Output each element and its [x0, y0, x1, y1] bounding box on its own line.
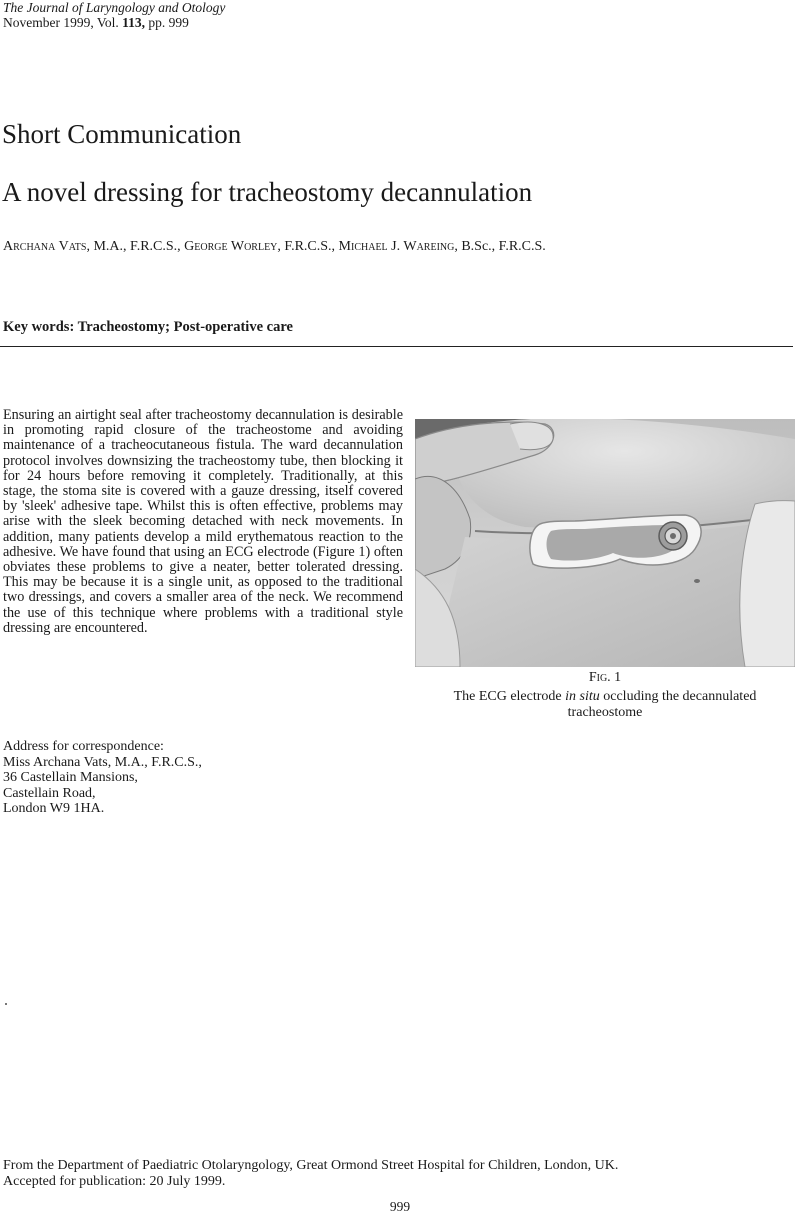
volume-number: 113,: [122, 15, 146, 30]
figure-number: Fig. 1: [588, 670, 622, 685]
issue-info: [3, 15, 189, 30]
author-name: Archana Vats: [3, 239, 87, 254]
figure-label: [415, 670, 795, 686]
journal-name: The Journal of Laryngology and Otology: [3, 0, 226, 15]
author-name: George Worley: [184, 239, 278, 254]
address-heading: Address for correspondence:: [3, 739, 164, 754]
caption-italic: in situ: [565, 689, 600, 704]
figure-caption: [415, 689, 795, 721]
stray-mark: [5, 1003, 7, 1005]
address-line: Castellain Road,: [3, 785, 96, 801]
page-number: 999: [389, 1199, 411, 1214]
author-list: [3, 238, 546, 256]
author-name: Michael J. Wareing: [338, 239, 455, 254]
ecg-electrode-photo: [415, 419, 795, 667]
body-paragraph: Ensuring an airtight seal after tracheostomy decannulation is desirable in promoting rapid closure of the tracheostome and avoiding maintenance of a tracheocutaneous fistula. The ward decannulation protocol involves downsizing the tracheostomy tube, then blocking it for 24 hours before removing it completely. Traditionally, at this stage, the stoma site is covered with a gauze dressing, itself covered by 'sleek' adhesive tape. Whilst this is often effective, problems may arise with the sleek becoming detached with neck movements. In addition, many patients develop a mild erythematous reaction to the adhesive. We have found that using an ECG electrode (Figure 1) often obviates these problems to give a neater, better tolerated dressing. This may be because it is a single unit, as opposed to the traditional two dressings, and covers a smaller area of the neck. We recommend the use of this technique where problems with a traditional style dressing are encountered.: [3, 407, 403, 636]
address-line: Miss Archana Vats, M.A., F.R.C.S.,: [3, 754, 202, 770]
section-heading: Short Communication: [2, 119, 242, 149]
page-range: pp. 999: [145, 15, 189, 30]
divider-rule: [0, 346, 793, 347]
address-line: 36 Castellain Mansions,: [3, 770, 138, 785]
caption-text: occluding the decannulated tracheostome: [567, 689, 757, 720]
article-title: A novel dressing for tracheostomy decannulation: [2, 177, 533, 207]
affiliation-footnote: [3, 1158, 618, 1190]
address-line: London W9 1HA.: [3, 801, 105, 816]
correspondence-address: [3, 739, 202, 817]
acceptance-line: Accepted for publication: 20 July 1999.: [3, 1174, 226, 1189]
author-qualifications: , B.Sc., F.R.C.S.: [454, 239, 546, 254]
affiliation-line: From the Department of Paediatric Otolaryngology, Great Ormond Street Hospital for Children, London, UK.: [3, 1158, 619, 1173]
figure-photo: [415, 419, 795, 667]
author-qualifications: , M.A., F.R.C.S.,: [86, 239, 185, 254]
caption-text: The ECG electrode: [453, 689, 566, 704]
keywords: Key words: Tracheostomy; Post-operative care: [3, 319, 293, 335]
issue-date: November 1999, Vol.: [3, 15, 123, 30]
author-qualifications: , F.R.C.S.,: [277, 239, 339, 254]
